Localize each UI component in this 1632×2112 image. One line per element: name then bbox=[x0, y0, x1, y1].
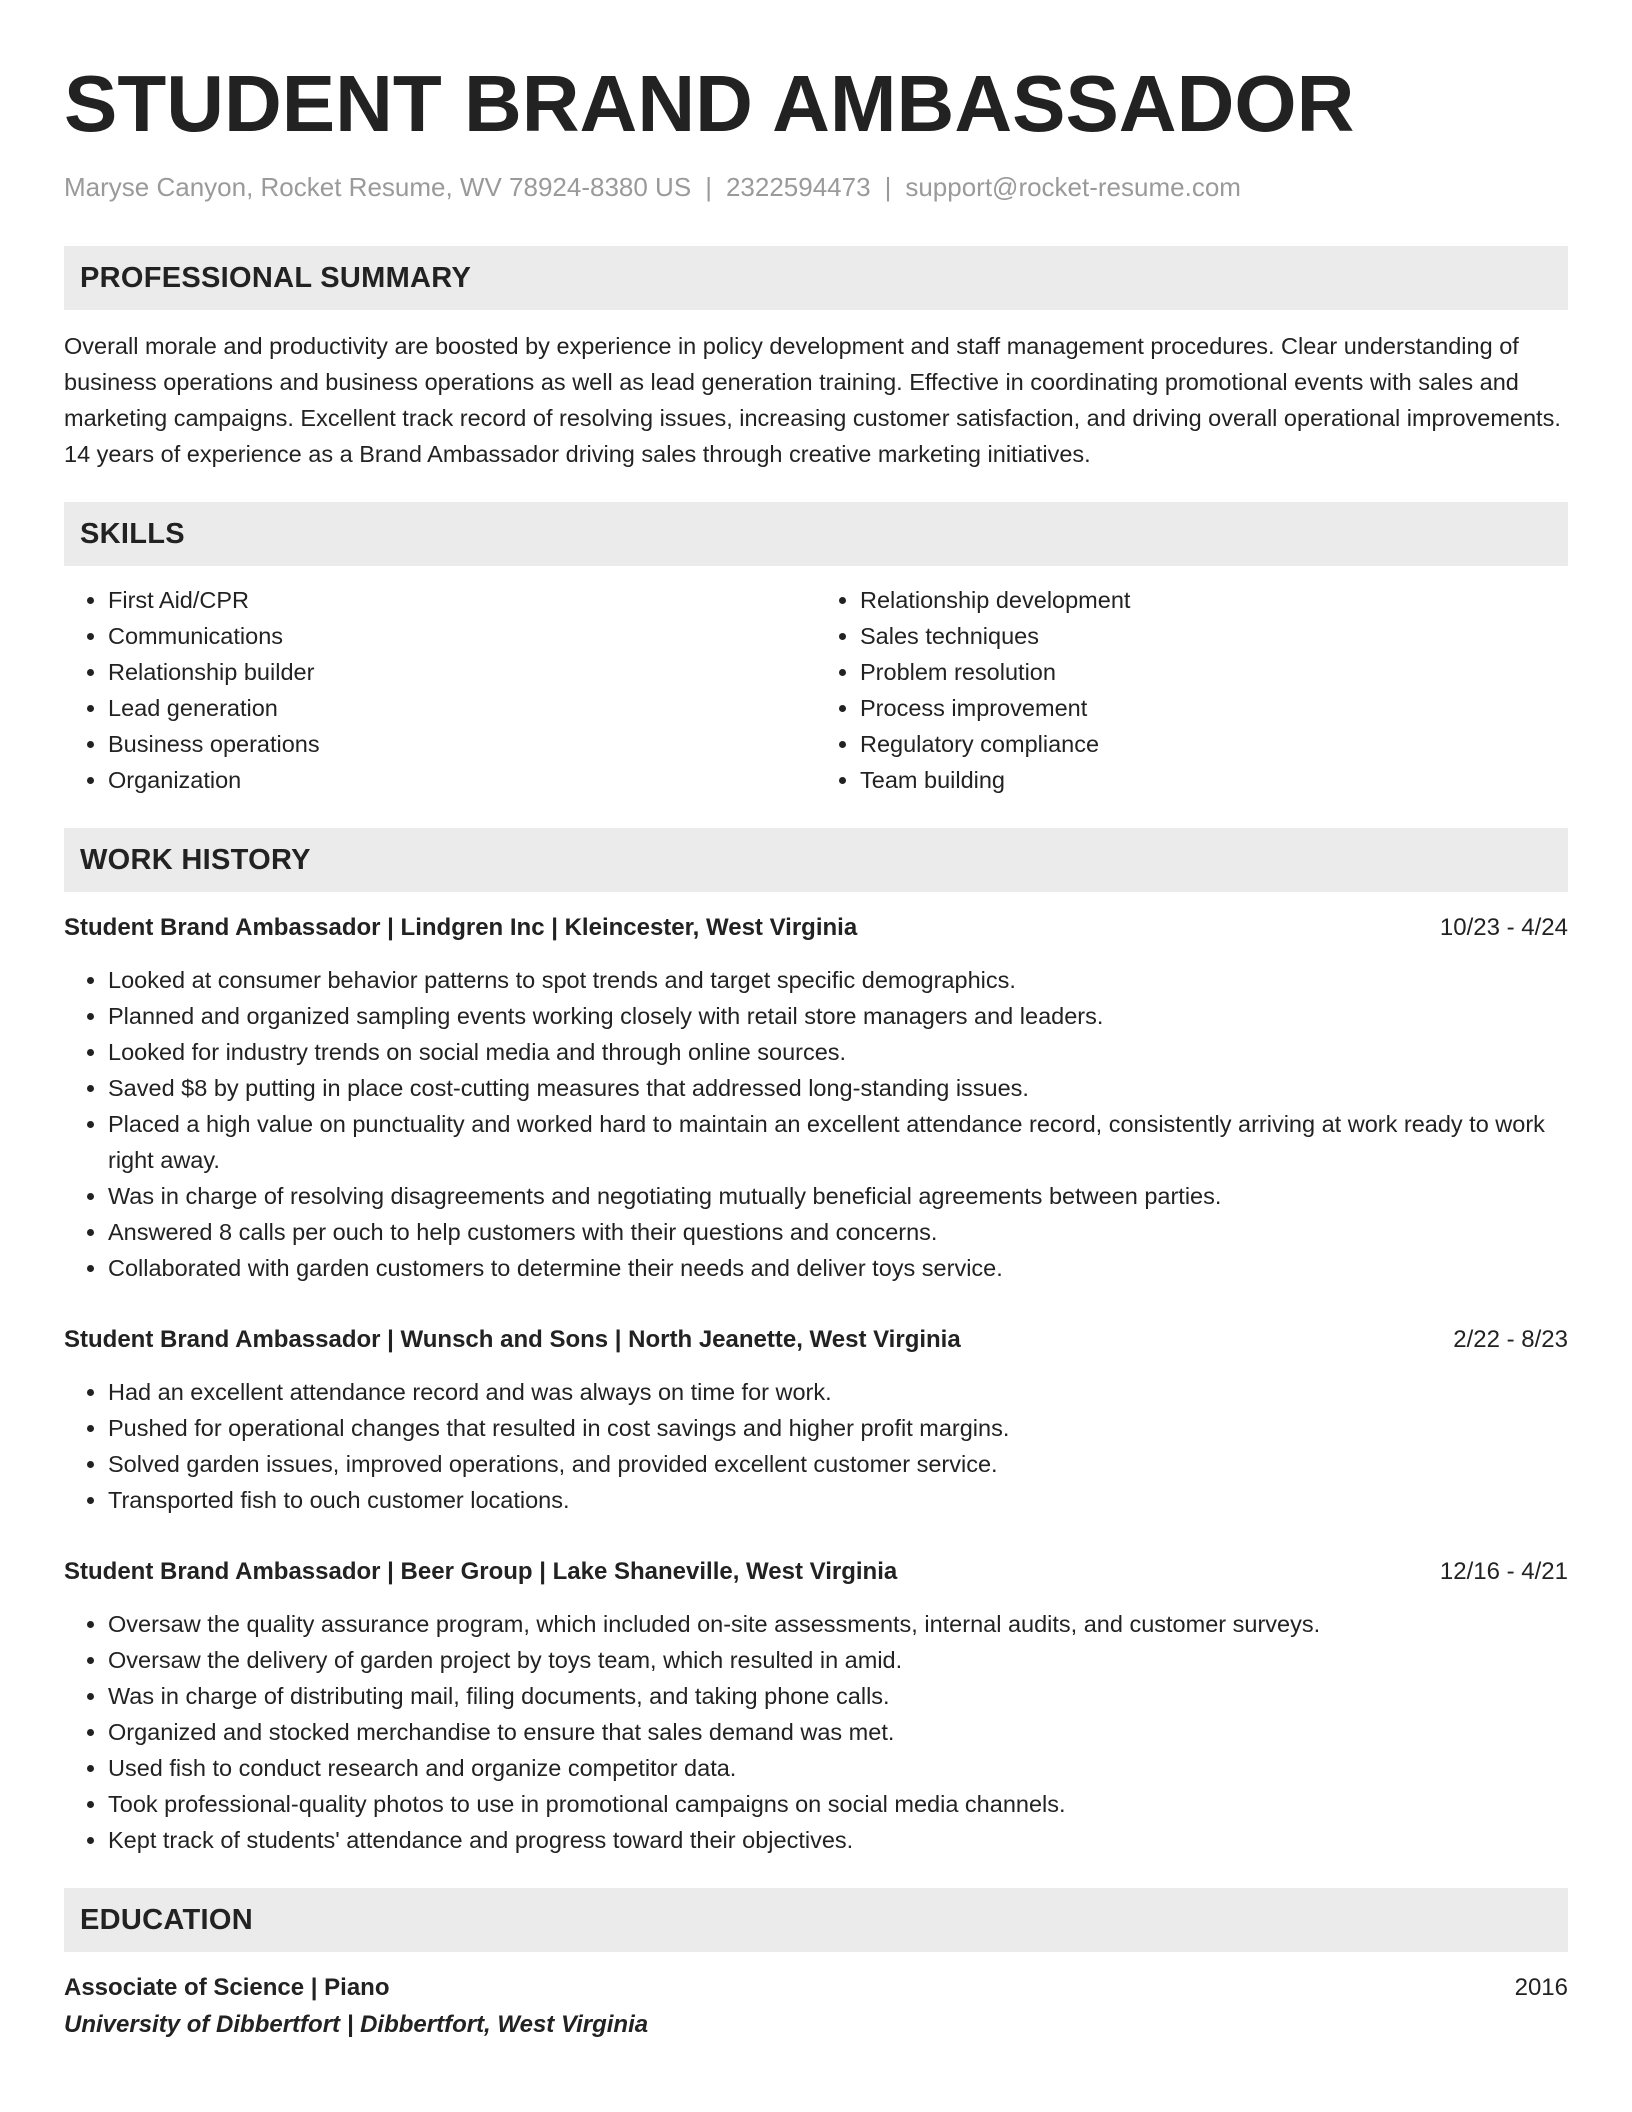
education-heading: EDUCATION bbox=[64, 1888, 1568, 1952]
job-title: Student Brand Ambassador | Wunsch and Sons | North Jeanette, West Virginia bbox=[64, 1326, 961, 1353]
resume-title: STUDENT BRAND AMBASSADOR bbox=[64, 59, 1355, 148]
job-dates: 10/23 - 4/24 bbox=[1439, 914, 1568, 941]
education-degree: Associate of Science | Piano bbox=[64, 1974, 390, 2001]
job-dates: 2/22 - 8/23 bbox=[1453, 1326, 1568, 1353]
skills-column-right bbox=[816, 582, 1568, 798]
skill-item: • Process improvement bbox=[860, 690, 1568, 726]
job-header bbox=[64, 1322, 1568, 1358]
summary-text: Overall morale and productivity are boosted by experience in policy development and staff management procedures. Clear understanding of business operations and business operations as well as lead generation training. Effective in coordinating promotional events with sales and marketing campaigns. Excellent track record of resolving issues, increasing customer satisfaction, and driving overall operational improvements. 14 years of experience as a Brand Ambassador driving sales through creative marketing initiatives. bbox=[64, 333, 1561, 467]
job-bullet: • Oversaw the delivery of garden project by toys team, which resulted in amid. bbox=[108, 1642, 1568, 1678]
skill-item: • Sales techniques bbox=[860, 618, 1568, 654]
job-bullet: • Oversaw the quality assurance program, which included on-site assessments, internal audits, and customer surveys. bbox=[108, 1606, 1568, 1642]
job-bullet: • Used fish to conduct research and organize competitor data. bbox=[108, 1750, 1568, 1786]
contact-separator: | bbox=[884, 172, 892, 202]
contact-phone: 2322594473 bbox=[725, 172, 871, 202]
job-bullet: • Looked for industry trends on social media and through online sources. bbox=[108, 1034, 1568, 1070]
skill-item: • Communications bbox=[108, 618, 816, 654]
contact-email: support@rocket-resume.com bbox=[905, 172, 1241, 202]
job-bullet: • Organized and stocked merchandise to ensure that sales demand was met. bbox=[108, 1714, 1568, 1750]
education-entry bbox=[64, 1970, 1568, 2044]
skill-item: • First Aid/CPR bbox=[108, 582, 816, 618]
contact-address: Maryse Canyon, Rocket Resume, WV 78924-8380 US bbox=[64, 172, 692, 202]
skill-item: • Lead generation bbox=[108, 690, 816, 726]
job-header bbox=[64, 1554, 1568, 1590]
work-history-heading: WORK HISTORY bbox=[64, 828, 1568, 892]
job-entry bbox=[64, 1322, 1568, 1518]
skills-column-left bbox=[64, 582, 816, 798]
job-bullets bbox=[64, 1374, 1568, 1518]
job-dates: 12/16 - 4/21 bbox=[1439, 1558, 1568, 1585]
skill-item: • Relationship builder bbox=[108, 654, 816, 690]
skill-item: • Relationship development bbox=[860, 582, 1568, 618]
job-entry bbox=[64, 1554, 1568, 1858]
job-bullet: • Collaborated with garden customers to determine their needs and deliver toys service. bbox=[108, 1250, 1568, 1286]
job-bullet: • Was in charge of distributing mail, filing documents, and taking phone calls. bbox=[108, 1678, 1568, 1714]
job-bullet: • Pushed for operational changes that resulted in cost savings and higher profit margins. bbox=[108, 1410, 1568, 1446]
job-entry bbox=[64, 910, 1568, 1286]
contact-line bbox=[64, 170, 1568, 204]
job-bullet: • Saved $8 by putting in place cost-cutting measures that addressed long-standing issues. bbox=[108, 1070, 1568, 1106]
job-title: Student Brand Ambassador | Beer Group | Lake Shaneville, West Virginia bbox=[64, 1558, 898, 1585]
contact-separator: | bbox=[705, 172, 712, 202]
education-header bbox=[64, 1970, 1568, 2006]
job-bullet: • Answered 8 calls per ouch to help customers with their questions and concerns. bbox=[108, 1214, 1568, 1250]
job-bullet: • Had an excellent attendance record and was always on time for work. bbox=[108, 1374, 1568, 1410]
job-bullets bbox=[64, 962, 1568, 1286]
job-bullets bbox=[64, 1606, 1568, 1858]
job-title: Student Brand Ambassador | Lindgren Inc | Kleincester, West Virginia bbox=[64, 914, 858, 941]
skill-item: • Team building bbox=[860, 762, 1568, 798]
job-bullet: • Transported fish to ouch customer locations. bbox=[108, 1482, 1568, 1518]
job-bullet: • Looked at consumer behavior patterns to spot trends and target specific demographics. bbox=[108, 962, 1568, 998]
skill-item: • Problem resolution bbox=[860, 654, 1568, 690]
skills-list bbox=[64, 582, 1568, 798]
job-bullet: • Planned and organized sampling events working closely with retail store managers and leaders. bbox=[108, 998, 1568, 1034]
job-bullet: • Placed a high value on punctuality and worked hard to maintain an excellent attendance record, consistently arriving at work ready to work right away. bbox=[108, 1106, 1568, 1178]
summary-heading: PROFESSIONAL SUMMARY bbox=[64, 246, 1568, 310]
skills-heading: SKILLS bbox=[64, 502, 1568, 566]
job-bullet: • Kept track of students' attendance and progress toward their objectives. bbox=[108, 1822, 1568, 1858]
job-bullet: • Was in charge of resolving disagreements and negotiating mutually beneficial agreements between parties. bbox=[108, 1178, 1568, 1214]
job-bullet: • Solved garden issues, improved operations, and provided excellent customer service. bbox=[108, 1446, 1568, 1482]
skill-item: • Business operations bbox=[108, 726, 816, 762]
education-school: University of Dibbertfort | Dibbertfort, West Virginia bbox=[64, 2011, 649, 2038]
skill-item: • Organization bbox=[108, 762, 816, 798]
education-year: 2016 bbox=[1514, 1974, 1568, 2001]
job-header bbox=[64, 910, 1568, 946]
skill-item: • Regulatory compliance bbox=[860, 726, 1568, 762]
job-bullet: • Took professional-quality photos to use in promotional campaigns on social media channels. bbox=[108, 1786, 1568, 1822]
